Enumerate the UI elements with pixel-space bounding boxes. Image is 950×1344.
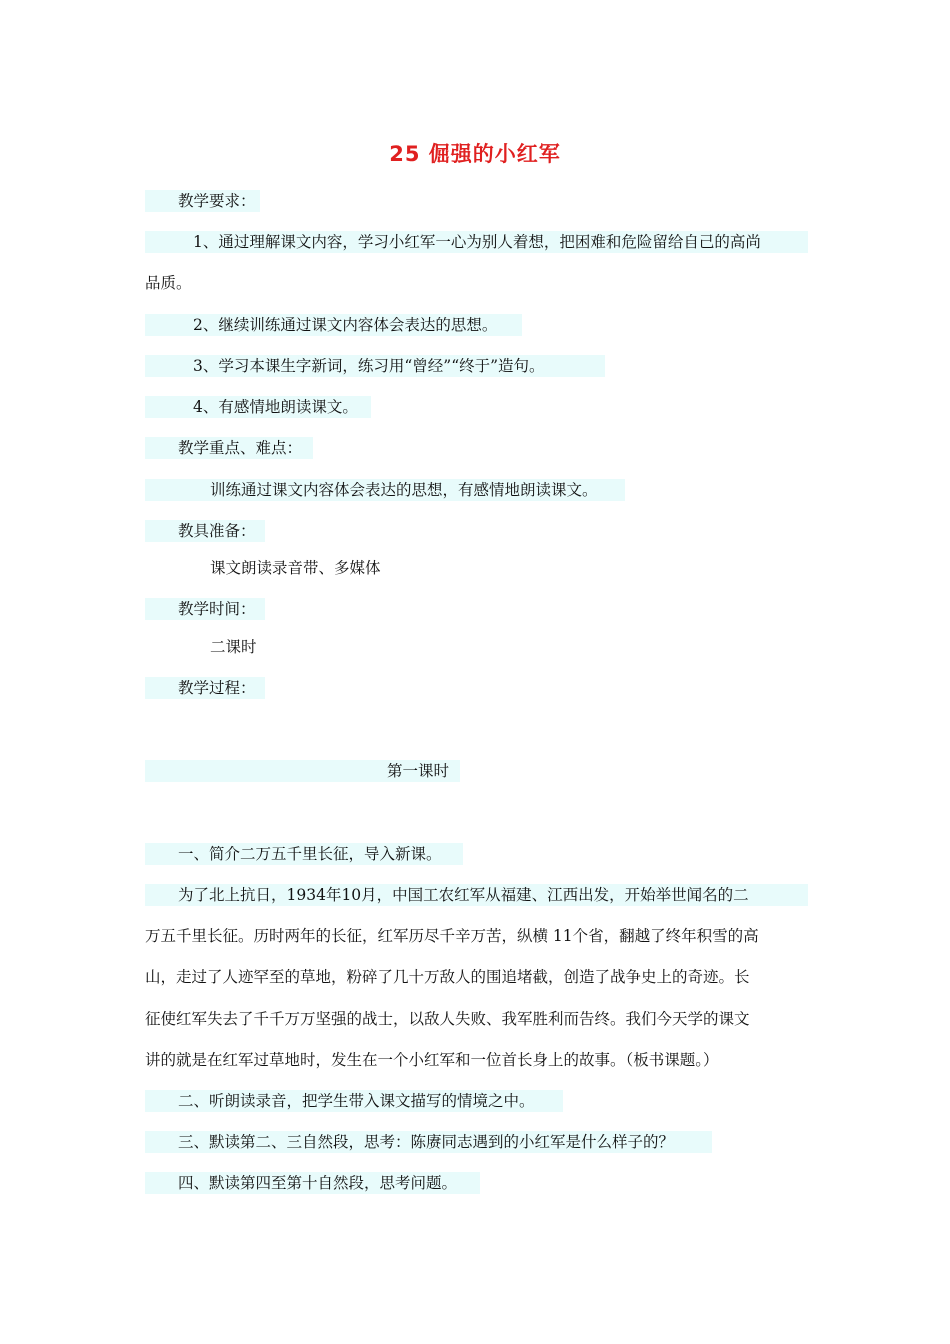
step-three: 三、默读第二、三自然段，思考：陈赓同志遇到的小红军是什么样子的？ [145,1131,712,1153]
requirement-item-2: 2、继续训练通过课文内容体会表达的思想。 [145,314,522,336]
time-heading: 教学时间： [145,598,265,620]
document-title: 25 倔强的小红军 [389,142,561,166]
paragraph-line-5: 讲的就是在红军过草地时，发生在一个小红军和一位首长身上的故事。（板书课题。） [145,1051,719,1069]
requirements-heading: 教学要求： [145,190,260,212]
materials-text: 课文朗读录音带、多媒体 [210,559,381,577]
lesson-one-heading: 第一课时 [145,760,460,782]
requirement-item-4: 4、有感情地朗读课文。 [145,396,371,418]
paragraph-line-2: 万五千里长征。历时两年的长征，红军历尽千辛万苦，纵横 11个省，翻越了终年积雪的高 [145,927,759,945]
requirement-item-3: 3、学习本课生字新词，练习用“曾经”“终于”造句。 [145,355,605,377]
key-points-heading: 教学重点、难点： [145,437,313,459]
materials-heading: 教具准备： [145,520,265,542]
step-one: 一、简介二万五千里长征，导入新课。 [145,843,463,865]
requirement-item-1: 1、通过理解课文内容，学习小红军一心为别人着想，把困难和危险留给自己的高尚 [145,231,808,253]
step-four: 四、默读第四至第十自然段，思考问题。 [145,1172,480,1194]
paragraph-line-1: 为了北上抗日，1934年10月，中国工农红军从福建、江西出发，开始举世闻名的二 [145,884,808,906]
time-text: 二课时 [210,638,257,656]
key-points-text: 训练通过课文内容体会表达的思想，有感情地朗读课文。 [145,479,625,501]
step-two: 二、听朗读录音，把学生带入课文描写的情境之中。 [145,1090,563,1112]
paragraph-line-3: 山，走过了人迹罕至的草地，粉碎了几十万敌人的围追堵截，创造了战争史上的奇迹。长 [145,968,750,986]
paragraph-line-4: 征使红军失去了千千万万坚强的战士，以敌人失败、我军胜利而告终。我们今天学的课文 [145,1010,750,1028]
process-heading: 教学过程： [145,677,265,699]
requirement-item-1-continued: 品质。 [145,274,192,292]
